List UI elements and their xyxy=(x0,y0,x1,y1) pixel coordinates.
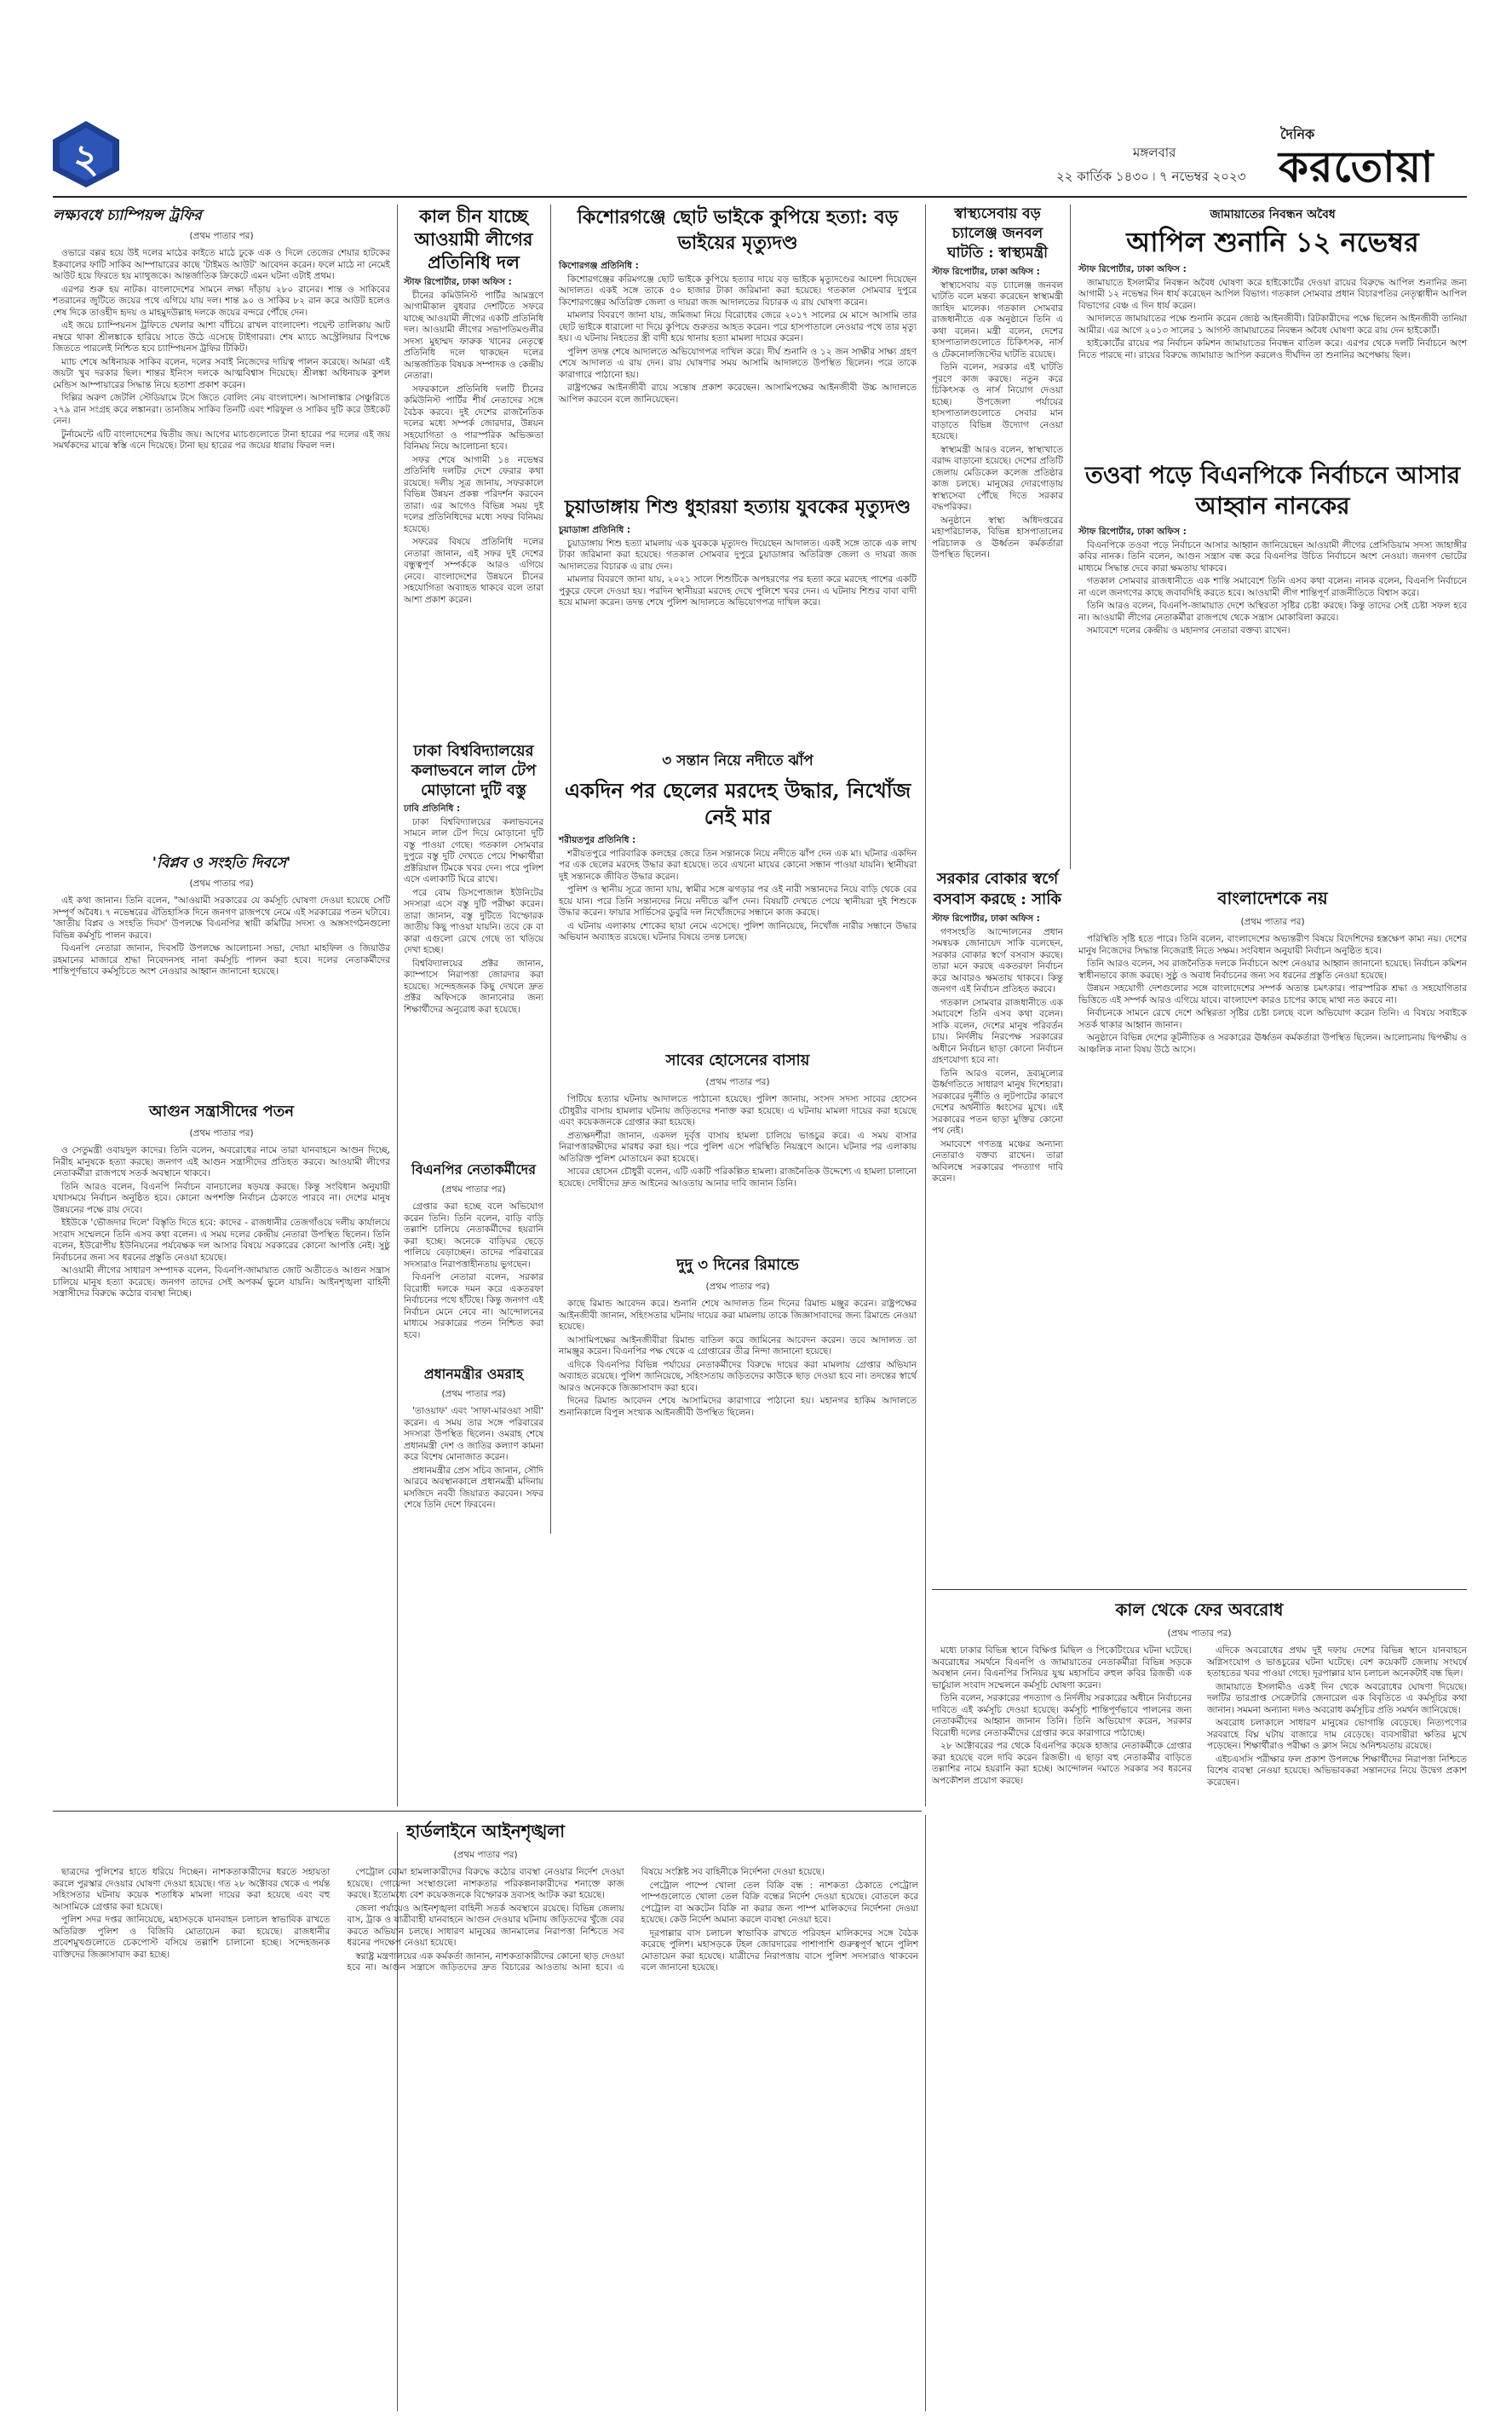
article-body xyxy=(1078,934,1467,1056)
page-number-badge xyxy=(51,119,121,189)
paragraph: পেট্রোল বোমা হামলাকারীদের বিরুদ্ধে কঠোর ব্যবস্থা নেওয়ার নির্দেশ দেওয়া হয়েছে। গোয়েন্দা সংস্থাগুলো নাশকতার পরিকল্পনাকারীদের শনাক্তে কাজ করছে। ইতোমধ্যে বেশ কয়েকজনকে বিস্ফোরক দ্রব্যসহ আটক করা হয়েছে। xyxy=(347,1867,624,1900)
paragraph: রাষ্ট্রপক্ষের আইনজীবী রায়ে সন্তোষ প্রকাশ করেছেন। আসামিপক্ষের আইনজীবী উচ্চ আদালতে আপিল করবেন বলে জানিয়েছেন। xyxy=(559,383,917,405)
date-line: ২২ কার্তিক ১৪৩০ ৷ ৭ নভেম্বর ২০২৩ xyxy=(1056,169,1246,184)
paragraph: সমাবেশে গণতন্ত্র মঞ্চের অন্যান্য নেতারাও বক্তব্য রাখেন। তারা অবিলম্বে সরকারের পদত্যাগ দাবি করেন। xyxy=(932,1138,1063,1184)
paragraph: ২৮ অক্টোবরের পর থেকে বিএনপির কয়েক হাজার নেতাকর্মীকে গ্রেপ্তার করা হয়েছে বলে দাবি করেন রিজভী। এ ছাড়া বহু নেতাকর্মীর বাড়িতে তল্লাশির নামে হয়রানি করা হচ্ছে। আন্দোলন দমাতে সরকার সব ধরনের অপকৌশল প্রয়োগ করছে। xyxy=(932,1741,1192,1786)
headline: ঢাকা বিশ্ববিদ্যালয়ের কলাভবনে লাল টেপ মোড়ানো দুটি বস্তু xyxy=(411,742,537,799)
article-obarodh xyxy=(932,1598,1467,1789)
article-body xyxy=(559,1094,917,1190)
masthead-rule xyxy=(53,196,1467,198)
headline: 'বিপ্লব ও সংহতি দিবসে' xyxy=(152,855,291,872)
paragraph: গতকাল সোমবার রাজধানীতে এক সমাবেশে তিনি এসব কথা বলেন। সাকি বলেন, দেশের মানুষ পরিবর্তন চায়। নির্দলীয় নিরপেক্ষ সরকারের অধীনে নির্বাচন ছাড়া কোনো নির্বাচন গ্রহণযোগ্য হবে না। xyxy=(932,997,1063,1065)
paragraph: হাইকোর্টের রায়ের পর নির্বাচন কমিশন জামায়াতের নিবন্ধন বাতিল করে। এরপর থেকে দলটি নির্বাচনে অংশ নিতে পারছে না। রায়ের বিরুদ্ধে জামায়াত আপিল করলেও দীর্ঘদিন তা শুনানির অপেক্ষায় ছিল। xyxy=(1078,338,1467,360)
reporter: শরীয়তপুর প্রতিনিধি : xyxy=(559,835,636,845)
reporter: স্টাফ রিপোর্টার, ঢাকা অফিস : xyxy=(932,913,1040,924)
article-china xyxy=(404,205,543,608)
paragraph: টুর্নামেন্টে এটি বাংলাদেশের দ্বিতীয় জয়। আগের ম্যাচগুলোতে টানা হারের পর দলের এই জয় সমর্থকদের মাঝে স্বস্তি এনে দিয়েছে। টানা ছয় হারের পর জয়ের ধারায় ফিরল দল। xyxy=(53,429,390,451)
article-health xyxy=(932,205,1063,563)
jump-line: (প্রথম পাতার পর) xyxy=(189,879,254,889)
column-divider xyxy=(397,205,398,1806)
paragraph: পেট্রোল পাম্পে খোলা তেল বিক্রি বন্ধ : নাশকতা ঠেকাতে পেট্রোল পাম্পগুলোতে খোলা তেল বিক্রি বন্ধের নির্দেশ দেওয়া হয়েছে। বোতলে করে পেট্রোল বা অকটেন বিক্রি না করার জন্য পাম্প মালিকদের নির্দেশনা দেওয়া হয়েছে। কেউ নির্দেশ অমান্য করলে ব্যবস্থা নেওয়া হবে। xyxy=(641,1880,918,1925)
headline: আপিল শুনানি ১২ নভেম্বর xyxy=(1126,226,1419,258)
paragraph: ও সেতুমন্ত্রী ওবায়দুল কাদের। তিনি বলেন, অবরোধের নামে তারা যানবাহনে আগুন দিচ্ছে, নিরীহ মানুষকে হত্যা করছে। জনগণ এই আগুন সন্ত্রাসীদের প্রতিহত করবে। আওয়ামী লীগের নেতাকর্মীরা রাজপথে সতর্ক অবস্থানে থাকবে। xyxy=(53,1145,390,1178)
paragraph: চীনের কমিউনিস্ট পার্টির আমন্ত্রণে আগামীকাল বুধবার দেশটিতে সফরে যাচ্ছে আওয়ামী লীগের একটি প্রতিনিধি দল। আওয়ামী লীগের সভাপতিমণ্ডলীর সদস্য মুহাম্মদ ফারুক খানের নেতৃত্বে প্রতিনিধি দলে থাকছেন দলের আন্তর্জাতিক বিষয়ক সম্পাদক ও কেন্দ্রীয় নেতারা। xyxy=(404,290,543,381)
section-rule xyxy=(53,1811,922,1812)
paragraph: তিনি আরও বলেন, সব রাজনৈতিক দলকে নির্বাচনে অংশ নেওয়ার আহ্বান জানানো হয়েছে। নির্বাচন কমিশন স্বাধীনভাবে কাজ করছে। সুষ্ঠু ও অবাধ নির্বাচনের জন্য সব ধরনের প্রস্তুতি নেওয়া হয়েছে। xyxy=(1078,959,1467,981)
jump-line: (প্রথম পাতার পর) xyxy=(705,1282,770,1292)
column-divider xyxy=(550,205,551,1534)
logo-small-text: দৈনিক xyxy=(1280,126,1315,142)
paragraph: মধ্যে ঢাকার বিভিন্ন স্থানে বিক্ষিপ্ত মিছিল ও পিকেটিংয়ের ঘটনা ঘটেছে। অবরোধের সমর্থনে বিএনপি ও জামায়াতের নেতাকর্মীরা বিভিন্ন সড়কে অবস্থান নেন। বিএনপির সিনিয়র যুগ্ম মহাসচিব রুহুল কবির রিজভী এক ভার্চুয়াল সংবাদ সম্মেলনে কর্মসূচি ঘোষণা করেন। xyxy=(932,1645,1192,1691)
headline: দুদু ৩ দিনের রিমান্ডে xyxy=(676,1256,799,1274)
paragraph: গতকাল সোমবার রাজধানীতে এক শান্তি সমাবেশে তিনি এসব কথা বলেন। নানক বলেন, বিএনপি নির্বাচনে না এলে জনগণের কাছে জবাবদিহি করতে হবে। আওয়ামী লীগ শান্তিপূর্ণ রাজনীতিতে বিশ্বাস করে। xyxy=(1078,576,1467,598)
jump-line: (প্রথম পাতার পর) xyxy=(1240,917,1305,927)
paragraph: উন্নয়ন সহযোগী দেশগুলোর সঙ্গে বাংলাদেশের সম্পর্ক অত্যন্ত চমৎকার। পারস্পরিক শ্রদ্ধা ও সহযোগিতার ভিত্তিতে এই সম্পর্ক আরও এগিয়ে যাবে। বাংলাদেশ কারও চাপের কাছে মাথা নত করবে না। xyxy=(1078,983,1467,1005)
reporter: স্টাফ রিপোর্টার, ঢাকা অফিস : xyxy=(932,267,1040,277)
headline: তওবা পড়ে বিএনপিকে নির্বাচনে আসার আহ্বান নানকের xyxy=(1084,461,1461,520)
paragraph: পিটিয়ে হত্যার ঘটনায় আদালতে পাঠানো হয়েছে। পুলিশ জানায়, সংসদ সদস্য সাবের হোসেন চৌধুরীর বাসায় হামলার ঘটনায় জড়িতদের শনাক্ত করা হয়েছে। এ ঘটনায় মামলা দায়ের করা হয়েছে এবং কয়েকজনকে গ্রেপ্তার করা হয়েছে। xyxy=(559,1094,917,1127)
paragraph: এরপর শুরু হয় নাটক। বাংলাদেশের সামনে লক্ষ্য দাঁড়ায় ২৮০ রানের। শান্ত ও সাকিবের শতরানের জুটিতে জয়ের পথে এগিয়ে যায় দল। শান্ত ৯০ ও সাকিব ৮২ রান করে আউট হলেও শেষ দিকে তাওহীদ হৃদয় ও মাহমুদউল্লাহ দলকে জয়ের বন্দরে পৌঁছে দেন। xyxy=(53,284,390,318)
article-body xyxy=(932,1645,1467,1789)
paragraph: আদালতে জামায়াতের পক্ষে শুনানি করেন জ্যেষ্ঠ আইনজীবী। রিটকারীদের পক্ষে ছিলেন আইনজীবী তানিয়া আমীর। এর আগে ২০১৩ সালের ১ আগস্ট জামায়াতের নিবন্ধন অবৈধ ঘোষণা করে রায় দেন হাইকোর্ট। xyxy=(1078,314,1467,336)
reporter: স্টাফ রিপোর্টার, ঢাকা অফিস : xyxy=(404,277,512,287)
column-divider xyxy=(925,205,926,1806)
paragraph: দিনের রিমান্ড আবেদন শেষে আসামিদের কারাগারে পাঠানো হয়। মহানগর হাকিম আদালতে শুনানিকালে বিপুল সংখ্যক আইনজীবী উপস্থিত ছিলেন। xyxy=(559,1396,917,1418)
paragraph: বিএনপিকে তওবা পড়ে নির্বাচনে আসার আহ্বান জানিয়েছেন আওয়ামী লীগের প্রেসিডিয়াম সদস্য জাহাঙ্গীর কবির নানক। তিনি বলেন, আগুন সন্ত্রাস বন্ধ করে বিএনপির উচিত নির্বাচনে অংশ নেওয়া। জনগণ ভোটের মাধ্যমে সিদ্ধান্ত দেবে কারা ক্ষমতায় থাকবে। xyxy=(1078,539,1467,573)
article-tawba xyxy=(1078,460,1467,639)
article-body xyxy=(932,267,1063,562)
article-pm xyxy=(404,1363,543,1513)
paragraph: এই কথা জানান। তিনি বলেন, "আওয়ামী সরকারের যে কর্মসূচি ঘোষণা দেওয়া হয়েছে সেটি সম্পূর্ণ অবৈধ। ৭ নভেম্বরের ঐতিহাসিক দিনে জনগণ রাজপথে নেমে এই সরকারের পতন ঘটাবে। 'জাতীয় বিপ্লব ও সংহতি দিবস' উপলক্ষে বিএনপির স্থায়ী কমিটির সদস্য ও অঙ্গসংগঠনগুলো বিভিন্ন কর্মসূচি পালন করবে। xyxy=(53,896,390,941)
paragraph: পুলিশ সদর দপ্তর জানিয়েছে, মহাসড়কে যানবাহন চলাচল স্বাভাবিক রাখতে অতিরিক্ত পুলিশ ও বিজিবি মোতায়েন করা হয়েছে। রাজধানীর প্রবেশমুখগুলোতে চেকপোস্ট বসিয়ে তল্লাশি চালানো হচ্ছে। সন্দেহজনক ব্যক্তিদের জিজ্ঞাসাবাদ করা হচ্ছে। xyxy=(53,1915,331,1960)
paragraph: 'তাওয়াফ' এবং 'সাফা-মারওয়া সায়ী' করেন। এ সময় তার সঙ্গে পরিবারের সদস্যরা উপস্থিত ছিলেন। ওমরাহ শেষে প্রধানমন্ত্রী দেশ ও জাতির কল্যাণ কামনা করে বিশেষ মোনাজাত করেন। xyxy=(404,1406,543,1462)
paragraph: কিশোরগঞ্জের করিমগঞ্জে ছোট ভাইকে কুপিয়ে হত্যার দায়ে বড় ভাইকে মৃত্যুদণ্ডের আদেশ দিয়েছেন আদালত। একই সঙ্গে তাকে ৫০ হাজার টাকা জরিমানা করা হয়েছে। গতকাল সোমবার দুপুরে কিশোরগঞ্জের অতিরিক্ত জেলা ও দায়রা জজ আদালতের বিচারক এ রায় ঘোষণা করেন। xyxy=(559,274,917,308)
paragraph: মামলার বিবরণে জানা যায়, ২০২১ সালে শিশুটিকে অপহরণের পর হত্যা করে মরদেহ পাশের একটি পুকুরে ফেলে দেওয়া হয়। পরদিন স্থানীয়রা মরদেহ দেখে পুলিশে খবর দেন। এ ঘটনায় শিশুর বাবা বাদী হয়ে মামলা করেন। তদন্ত শেষে পুলিশ আদালতে অভিযোগপত্র দাখিল করে। xyxy=(559,574,917,608)
article-body xyxy=(53,1145,390,1300)
paragraph: ছাত্রদের পুলিশের হাতে ধরিয়ে দিচ্ছেন। নাশকতাকারীদের ধরতে সহায়তা করলে পুরস্কার দেওয়ার ঘোষণা দেওয়া হয়েছে। গত ২৮ অক্টোবর থেকে এ পর্যন্ত সহিংসতার ঘটনায় কয়েক শতাধিক মামলা দায়ের করা হয়েছে এবং বহু আসামিকে গ্রেপ্তার করা হয়েছে। xyxy=(53,1867,331,1912)
paragraph: স্বাস্থ্যসেবায় বড় চ্যালেঞ্জ জনবল ঘাটতি বলে মন্তব্য করেছেন স্বাস্থ্যমন্ত্রী জাহিদ মালেক। গতকাল সোমবার রাজধানীতে এক অনুষ্ঠানে তিনি এ কথা বলেন। মন্ত্রী বলেন, দেশের হাসপাতালগুলোতে চিকিৎসক, নার্স ও টেকনোলজিস্টের ঘাটতি রয়েছে। xyxy=(932,279,1063,360)
paragraph: সাবের হোসেন চৌধুরী বলেন, এটি একটি পরিকল্পিত হামলা। রাজনৈতিক উদ্দেশ্যে এ হামলা চালানো হয়েছে। দোষীদের দ্রুত আইনের আওতায় আনার দাবি জানান তিনি। xyxy=(559,1167,917,1189)
article-body xyxy=(559,1299,917,1419)
article-champions-trophy xyxy=(53,205,390,454)
paragraph: এদিকে বিএনপির বিভিন্ন পর্যায়ের নেতাকর্মীদের বিরুদ্ধে দায়ের করা মামলায় গ্রেপ্তার অভিযান অব্যাহত রয়েছে। পুলিশ জানিয়েছে, সহিংসতায় জড়িতদের কাউকে ছাড় দেওয়া হবে না। তদন্তের স্বার্থে আরও অনেককে জিজ্ঞাসাবাদ করা হবে। xyxy=(559,1359,917,1393)
paragraph: অবরোধ চলাকালে সাধারণ মানুষের ভোগান্তি বেড়েছে। নিত্যপণ্যের সরবরাহে বিঘ্ন ঘটায় বাজারে দাম বেড়েছে। ব্যবসায়ীরা ক্ষতির মুখে পড়েছেন। শিক্ষার্থীরাও পরীক্ষা ও ক্লাস নিয়ে অনিশ্চয়তায় রয়েছে। xyxy=(1207,1718,1467,1751)
article-sontrashi xyxy=(53,1099,390,1302)
paragraph: পুলিশ তদন্ত শেষে আদালতে অভিযোগপত্র দাখিল করে। দীর্ঘ শুনানি ও ১২ জন সাক্ষীর সাক্ষ্য গ্রহণ শেষে আদালত এ রায় দেন। রায় ঘোষণার সময় আসামি আদালতে উপস্থিত ছিলেন। পরে তাকে কারাগারে পাঠানো হয়। xyxy=(559,346,917,380)
masthead-logo xyxy=(1273,124,1478,192)
reporter: ঢাবি প্রতিনিধি : xyxy=(404,804,461,814)
section-rule xyxy=(932,1589,1467,1590)
paragraph: এদিকে অবরোধের প্রথম দুই দফায় দেশের বিভিন্ন স্থানে যানবাহনে অগ্নিসংযোগ ও ভাঙচুরের ঘটনা ঘটেছে। বেশ কয়েকটি জেলায় সংঘর্ষে হতাহতের খবর পাওয়া গেছে। দূরপাল্লার যান চলাচল অনেকটাই বন্ধ ছিল। xyxy=(1207,1645,1467,1679)
paragraph: অনুষ্ঠানে স্বাস্থ্য অধিদপ্তরের মহাপরিচালক, বিভিন্ন হাসপাতালের পরিচালক ও ঊর্ধ্বতন কর্মকর্তারা উপস্থিত ছিলেন। xyxy=(932,515,1063,560)
paragraph: এ ঘটনায় এলাকায় শোকের ছায়া নেমে এসেছে। পুলিশ জানিয়েছে, নিখোঁজ নারীর সন্ধানে উদ্ধার অভিযান অব্যাহত রয়েছে। ঘটনার বিষয়ে তদন্ত চলছে। xyxy=(559,920,917,942)
page-number: ২ xyxy=(73,135,99,181)
article-body xyxy=(53,1867,918,1974)
paragraph: ম্যাচ শেষে অধিনায়ক সাকিব বলেন, দলের সবাই নিজেদের দায়িত্ব পালন করেছে। আমরা এই জয়টা খুব দরকার ছিল। শান্তর ইনিংস দলকে আত্মবিশ্বাস দিয়েছে। শ্রীলঙ্কা অধিনায়ক কুশল মেন্ডিস আম্পায়ারের সিদ্ধান্ত নিয়ে হতাশা প্রকাশ করেন। xyxy=(53,356,390,390)
article-nodi xyxy=(559,750,917,946)
column-divider xyxy=(1070,205,1071,869)
headline: সাবের হোসেনের বাসায় xyxy=(665,1051,810,1069)
article-bnp-leaders xyxy=(404,1159,543,1343)
headline: চুয়াডাঙ্গায় শিশু ধুহারয়া হত্যায় যুবকের মৃত্যুদণ্ড xyxy=(564,496,911,518)
article-biplob xyxy=(53,852,390,980)
article-body xyxy=(404,1201,543,1341)
article-du-remand xyxy=(559,1253,917,1420)
headline: হার্ডলাইনে আইনশৃঙ্খলা xyxy=(405,1821,566,1841)
paragraph: মামলার বিবরণে জানা যায়, জমিজমা নিয়ে বিরোধের জেরে ২০১৭ সালের মে মাসে আসামি তার ছোট ভাইকে ধারালো দা দিয়ে কুপিয়ে গুরুতর আহত করেন। পরে হাসপাতালে নেওয়ার পথে তার মৃত্যু হয়। এ ঘটনায় নিহতের স্ত্রী বাদী হয়ে থানায় হত্যা মামলা দায়ের করেন। xyxy=(559,310,917,343)
jump-line: (প্রথম পাতার পর) xyxy=(441,1184,506,1195)
article-body xyxy=(1078,527,1467,637)
reporter: কিশোরগঞ্জ প্রতিনিধি : xyxy=(559,261,639,271)
paragraph: জামায়াতে ইসলামীর নিবন্ধন অবৈধ ঘোষণা করে হাইকোর্টের দেওয়া রায়ের বিরুদ্ধে আপিল শুনানির জন্য আগামী ১২ নভেম্বর দিন ধার্য করেছেন আপিল বিভাগ। গতকাল সোমবার প্রধান বিচারপতির নেতৃত্বাধীন আপিল বিভাগের বেঞ্চ এ দিন ধার্য করেন। xyxy=(1078,277,1467,311)
headline: আগুন সন্ত্রাসীদের পতন xyxy=(149,1103,294,1120)
paragraph: জেলা পর্যায়েও আইনশৃঙ্খলা বাহিনী সতর্ক অবস্থানে রয়েছে। বিভিন্ন জেলায় বাস, ট্রাক ও যাত্রীবাহী যানবাহনে আগুন দেওয়ার ঘটনায় জড়িতদের খুঁজে বের করতে অভিযান চলছে। সাধারণ মানুষের জানমালের নিরাপত্তা নিশ্চিতে সব ধরনের পদক্ষেপ নেওয়া হয়েছে। xyxy=(347,1903,624,1948)
article-du-lal xyxy=(404,741,543,1017)
paragraph: প্রত্যক্ষদর্শীরা জানান, একদল দুর্বৃত্ত বাসায় হামলা চালিয়ে ভাঙচুর করে। এ সময় বাসার নিরাপত্তারক্ষীদের মারধর করা হয়। পরে পুলিশ এসে পরিস্থিতি নিয়ন্ত্রণে আনে। ঘটনার পর এলাকায় অতিরিক্ত পুলিশ মোতায়েন করা হয়েছে। xyxy=(559,1130,917,1164)
paragraph: গ্রেপ্তার করা হচ্ছে বলে অভিযোগ করেন তিনি। তিনি বলেন, বাড়ি বাড়ি তল্লাশি চালিয়ে নেতাকর্মীদের হয়রানি করা হচ্ছে। অনেকে বাড়িঘর ছেড়ে পালিয়ে বেড়াচ্ছেন। তাদের পরিবারের সদস্যরাও নিরাপত্তাহীনতায় ভুগছেন। xyxy=(404,1201,543,1270)
paragraph: তিনি বলেন, সরকারের পদত্যাগ ও নির্দলীয় সরকারের অধীনে নির্বাচনের দাবিতে এই কর্মসূচি দেওয়া হয়েছে। কর্মসূচি শান্তিপূর্ণভাবে পালনের জন্য নেতাকর্মীদের আহ্বান জানান তিনি। তিনি অভিযোগ করেন, সরকার বিরোধী দলের নেতাকর্মীদের গ্রেপ্তার করে কারাগারে পাঠাচ্ছে। xyxy=(932,1693,1192,1738)
headline: কিশোরগঞ্জে ছোট ভাইকে কুপিয়ে হত্যা: বড় ভাইয়ের মৃত্যুদণ্ড xyxy=(577,206,899,254)
paragraph: বিএনপি নেতারা জানান, দিবসটি উপলক্ষে আলোচনা সভা, দোয়া মাহফিল ও জিয়াউর রহমানের মাজারে শ্রদ্ধা নিবেদনসহ নানা কর্মসূচি পালন করা হবে। দলের নেতাকর্মীদের শান্তিপূর্ণভাবে কর্মসূচিতে অংশ নেওয়ার আহ্বান জানানো হয়েছে। xyxy=(53,943,390,976)
paragraph: তিনি আরও বলেন, বিএনপি-জামায়াত দেশে অস্থিরতা সৃষ্টির চেষ্টা করছে। কিন্তু তাদের সেই চেষ্টা সফল হবে না। আওয়ামী লীগের নেতাকর্মীরা রাজপথে থেকে সন্ত্রাস মোকাবিলা করবে। xyxy=(1078,601,1467,623)
paragraph: ঢাকা বিশ্ববিদ্যালয়ের কলাভবনের সামনে লাল টেপ দিয়ে মোড়ানো দুটি বস্তু পাওয়া গেছে। গতকাল সোমবার দুপুরে বস্তু দুটি দেখতে পেয়ে শিক্ষার্থীরা প্রক্টরিয়াল টিমকে খবর দেন। পরে পুলিশ এসে এলাকাটি ঘিরে রাখে। xyxy=(404,816,543,884)
headline: প্রধানমন্ত্রীর ওমরাহ xyxy=(423,1366,524,1382)
paragraph: গণসংহতি আন্দোলনের প্রধান সমন্বয়ক জোনায়েদ সাকি বলেছেন, সরকার বোকার স্বর্গে বসবাস করছে। তারা মনে করছে একতরফা নির্বাচন করে আবারও ক্ষমতায় থাকবে। কিন্তু জনগণ এই নির্বাচন প্রতিহত করবে। xyxy=(932,926,1063,994)
paragraph: কাছে রিমান্ড আবেদন করে। শুনানি শেষে আদালত তিন দিনের রিমান্ড মঞ্জুর করেন। রাষ্ট্রপক্ষের আইনজীবী জানান, সহিংসতার ঘটনায় দায়ের করা মামলায় তাকে জিজ্ঞাসাবাদের জন্য রিমান্ডে নেওয়া হয়েছে। xyxy=(559,1299,917,1332)
article-jamaat xyxy=(1078,205,1467,363)
paragraph: দূরপাল্লার বাস চলাচল স্বাভাবিক রাখতে পরিবহন মালিকদের সঙ্গে বৈঠক করেছে পুলিশ। মহাসড়কে টহল জোরদারের পাশাপাশি গুরুত্বপূর্ণ স্থানে পুলিশ মোতায়েন করা হয়েছে। যাত্রীদের নিরাপত্তায় বাসে পুলিশ সদস্যরাও থাকবেন বলে জানানো হয়েছে। xyxy=(641,1927,918,1973)
article-saber xyxy=(559,1048,917,1191)
logo-paper-name: করতোয়া xyxy=(1279,141,1434,192)
paragraph: সফরের বিষয়ে প্রতিনিধি দলের নেতারা জানান, এই সফর দুই দেশের বন্ধুত্বপূর্ণ সম্পর্ককে আরও এগিয়ে নেবে। বাংলাদেশের উন্নয়নে চীনের সহযোগিতা অব্যাহত থাকবে বলে তারা আশা প্রকাশ করেন। xyxy=(404,537,543,605)
paragraph: তিনি আরও বলেন, বিএনপি নির্বাচন বানচালের ষড়যন্ত্র করছে। কিন্তু সংবিধান অনুযায়ী যথাসময়ে নির্বাচন অনুষ্ঠিত হবে। কোনো অপশক্তি নির্বাচন ঠেকাতে পারবে না। দেশের মানুষ উন্নয়নের পক্ষে রায় দেবে। xyxy=(53,1181,390,1215)
headline: বাংলাদেশকে নয় xyxy=(1217,888,1328,908)
article-body xyxy=(404,1406,543,1512)
jump-line: (প্রথম পাতার পর) xyxy=(189,1128,254,1138)
paragraph: জামায়াতে ইসলামীও একই দিন থেকে অবরোধের ঘোষণা দিয়েছে। দলটির ভারপ্রাপ্ত সেক্রেটারি জেনারেল এক বিবৃতিতে এ কর্মসূচির কথা জানান। সমমনা অন্যান্য দলও অবরোধ কর্মসূচির প্রতি সমর্থন জানিয়েছে। xyxy=(1207,1681,1467,1715)
article-bangladesh xyxy=(1078,886,1467,1057)
paragraph: আওয়ামী লীগের সাধারণ সম্পাদক বলেন, বিএনপি-জামায়াত জোট অতীতেও আগুন সন্ত্রাস চালিয়ে মানুষ হত্যা করেছে। জনগণ তাদের সেই অপকর্ম ভুলে যায়নি। আইনশৃঙ্খলা বাহিনী সন্ত্রাসীদের বিরুদ্ধে কঠোর ব্যবস্থা নিচ্ছে। xyxy=(53,1265,390,1299)
article-chuadanga xyxy=(559,494,917,611)
jump-line: (প্রথম পাতার পর) xyxy=(453,1850,518,1860)
article-body xyxy=(53,248,390,452)
paragraph: শরীয়তপুরে পারিবারিক কলহের জেরে তিন সন্তানকে নিয়ে নদীতে ঝাঁপ দেন এক মা। ঘটনার একদিন পর এক ছেলের মরদেহ উদ্ধার করা হয়েছে। তবে এখনো মায়ের কোনো সন্ধান পাওয়া যায়নি। স্থানীয়রা দুই সন্তানকে জীবিত উদ্ধার করেন। xyxy=(559,848,917,882)
paragraph: ইইউকে 'ভৌজদার দিলে' বিস্তৃতি দিতে হবে: কাদের - রাজধানীর তেজগাঁওয়ে দলীয় কার্যালয়ে সংবাদ সম্মেলনে তিনি এসব কথা বলেন। এ সময় দলের কেন্দ্রীয় নেতারা উপস্থিত ছিলেন। তিনি বলেন, ইউরোপীয় ইউনিয়নের পর্যবেক্ষক দল আসার বিষয়ে সরকারের কোনো আপত্তি নেই। সুষ্ঠু নির্বাচনের জন্য সব ধরনের প্রস্তুতি নেওয়া হয়েছে। xyxy=(53,1218,390,1263)
article-kishoreganj xyxy=(559,205,917,407)
paragraph: তিনি বলেন, সরকার এই ঘাটতি পূরণে কাজ করছে। নতুন করে চিকিৎসক ও নার্স নিয়োগ দেওয়া হচ্ছে। উপজেলা পর্যায়ের হাসপাতালগুলোতে সেবার মান বাড়াতে বিভিন্ন উদ্যোগ নেওয়া হয়েছে। xyxy=(932,362,1063,441)
article-hartal xyxy=(53,1819,918,1974)
paragraph: পরে বোম ডিসপোজাল ইউনিটের সদস্যরা এসে বস্তু দুটি পরীক্ষা করেন। তারা জানান, বস্তু দুটিতে বিস্ফোরক জাতীয় কিছু পাওয়া যায়নি। তবে কে বা কারা এগুলো রেখে গেছে তা খতিয়ে দেখা হচ্ছে। xyxy=(404,887,543,955)
article-body xyxy=(559,525,917,609)
paragraph: এই জয়ে চ্যাম্পিয়নস ট্রফিতে খেলার আশা বাঁচিয়ে রাখল বাংলাদেশ। পয়েন্ট তালিকায় আট নম্বরে থাকা শ্রীলঙ্কাকে হারিয়ে সাতে উঠে এসেছে টাইগাররা। শেষ ম্যাচে অস্ট্রেলিয়ার বিপক্ষে জিততে পারলেই নিশ্চিত হবে চ্যাম্পিয়নস ট্রফির টিকিট। xyxy=(53,320,390,354)
headline: লক্ষ্যবধে চ্যাম্পিয়ন্স ট্রফির xyxy=(53,207,202,224)
paragraph: অনুষ্ঠানে বিভিন্ন দেশের কূটনীতিক ও সরকারের ঊর্ধ্বতন কর্মকর্তারা উপস্থিত ছিলেন। আলোচনায় দ্বিপক্ষীয় ও আঞ্চলিক নানা বিষয় উঠে আসে। xyxy=(1078,1033,1467,1055)
article-sarkar xyxy=(932,869,1063,1187)
paragraph: সফর শেষে আগামী ১৪ নভেম্বর প্রতিনিধি দলটির দেশে ফেরার কথা রয়েছে। দলীয় সূত্র জানায়, সফরকালে বিভিন্ন উন্নয়ন প্রকল্প পরিদর্শন করবেন তারা। এর আগেও বিভিন্ন সময় দুই দলের প্রতিনিধিদের মধ্যে সফর বিনিময় হয়েছে। xyxy=(404,454,543,534)
paragraph: প্রধানমন্ত্রীর প্রেস সচিব জানান, সৌদি আরবে অবস্থানকালে প্রধানমন্ত্রী মদিনায় মসজিদে নববী জিয়ারত করবেন। সফর শেষে তিনি দেশে ফিরবেন। xyxy=(404,1465,543,1510)
article-body xyxy=(1078,264,1467,361)
headline: বিএনপির নেতাকর্মীদের xyxy=(411,1161,536,1178)
reporter: স্টাফ রিপোর্টার, ঢাকা অফিস : xyxy=(1078,264,1187,274)
headline: কাল চীন যাচ্ছে আওয়ামী লীগের প্রতিনিধি দল xyxy=(414,205,533,273)
paragraph: নির্বাচনকে সামনে রেখে দেশে অস্থিরতা সৃষ্টির চেষ্টা চলছে বলে অভিযোগ করেন তিনি। এ বিষয়ে সবাইকে সতর্ক থাকার আহ্বান জানান। xyxy=(1078,1008,1467,1030)
article-body xyxy=(53,896,390,978)
paragraph: সফরকালে প্রতিনিধি দলটি চীনের কমিউনিস্ট পার্টির শীর্ষ নেতাদের সঙ্গে বৈঠক করবে। দুই দেশের রাজনৈতিক দলের মধ্যে সম্পর্ক জোরদার, উন্নয়ন সহযোগিতা ও পারস্পরিক অভিজ্ঞতা বিনিময় নিয়ে আলোচনা হবে। xyxy=(404,383,543,452)
paragraph: সমাবেশে দলের কেন্দ্রীয় ও মহানগর নেতারা বক্তব্য রাখেন। xyxy=(1087,625,1291,636)
paragraph: চুয়াডাঙ্গায় শিশু হত্যা মামলায় এক যুবককে মৃত্যুদণ্ড দিয়েছেন আদালত। একই সঙ্গে তাকে এক লাখ টাকা জরিমানা করা হয়েছে। গতকাল সোমবার দুপুরে চুয়াডাঙ্গার অতিরিক্ত জেলা ও দায়রা জজ আদালতের বিচারক এ রায় দেন। xyxy=(559,538,917,572)
reporter: স্টাফ রিপোর্টার, ঢাকা অফিস : xyxy=(1078,527,1187,537)
jump-line: (প্রথম পাতার পর) xyxy=(1167,1628,1232,1639)
paragraph: স্বাস্থ্যমন্ত্রী আরও বলেন, স্বাস্থ্যখাতে বরাদ্দ বাড়ানো হয়েছে। দেশের প্রতিটি জেলায় মেডিকেল কলেজ প্রতিষ্ঠার কাজ চলছে। মানুষের দোরগোড়ায় স্বাস্থ্যসেবা পৌঁছে দিতে সরকার বদ্ধপরিকর। xyxy=(932,444,1063,512)
article-body xyxy=(932,913,1063,1185)
headline: স্বাস্থ্যসেবায় বড় চ্যালেঞ্জ জনবল ঘাটতি : স্বাস্থ্যমন্ত্রী xyxy=(947,205,1048,262)
paragraph: পরিস্থিতি সৃষ্টি হতে পারে। তিনি বলেন, বাংলাদেশের অভ্যন্তরীণ বিষয়ে বিদেশিদের হস্তক্ষেপ কাম্য নয়। দেশের মানুষ নিজেদের সিদ্ধান্ত নিজেরাই নিতে সক্ষম। সংবিধান অনুযায়ী নির্বাচন অনুষ্ঠিত হবে। xyxy=(1078,934,1467,956)
headline: কাল থেকে ফের অবরোধ xyxy=(1115,1599,1284,1620)
article-body xyxy=(404,277,543,606)
jump-line: (প্রথম পাতার পর) xyxy=(705,1077,770,1087)
paragraph: স্বরাষ্ট্র মন্ত্রণালয়ের এক কর্মকর্তা জানান, নাশকতাকারীদের কোনো ছাড় দেওয়া হবে না। আগুন সন্ত্রাসে জড়িতদের দ্রুত বিচারের আওতায় আনা হবে। এ বিষয়ে সংশ্লিষ্ট সব বাহিনীকে নির্দেশনা দেওয়া হয়েছে। xyxy=(347,1867,825,1973)
weekday: মঙ্গলবার xyxy=(1133,145,1176,160)
paragraph: পুলিশ ও স্থানীয় সূত্রে জানা যায়, স্বামীর সঙ্গে ঝগড়ার পর ওই নারী সন্তানদের নিয়ে বাড়ি থেকে বের হয়ে যান। পরে তিনি সন্তানদের নিয়ে নদীতে ঝাঁপ দেন। বিষয়টি দেখতে পেয়ে স্থানীয়রা দুই শিশুকে উদ্ধার করেন। ফায়ার সার্ভিসের ডুবুরি দল নিখোঁজদের সন্ধানে কাজ করছে। xyxy=(559,884,917,918)
paragraph: বিশ্ববিদ্যালয়ের প্রক্টর জানান, ক্যাম্পাসে নিরাপত্তা জোরদার করা হয়েছে। সন্দেহজনক কিছু দেখলে দ্রুত প্রক্টর অফিসকে জানানোর জন্য শিক্ষার্থীদের অনুরোধ করা হয়েছে। xyxy=(404,958,543,1015)
kicker: ৩ সন্তান নিয়ে নদীতে ঝাঁপ xyxy=(662,752,813,769)
kicker: জামায়াতের নিবন্ধন অবৈধ xyxy=(1210,208,1336,222)
paragraph: তিনি আরও বলেন, দ্রব্যমূল্যের ঊর্ধ্বগতিতে সাধারণ মানুষ দিশেহারা। সরকারের দুর্নীতি ও লুটপাটের কারণে দেশের অর্থনীতি ধ্বংসের মুখে। এই সরকারের পতন ছাড়া মুক্তির কোনো পথ নেই। xyxy=(932,1068,1063,1136)
article-body xyxy=(559,835,917,944)
headline: সরকার বোকার স্বর্গে বসবাস করছে : সাকি xyxy=(934,870,1061,908)
paragraph: এইচএসসি পরীক্ষার ফল প্রকাশ উপলক্ষে শিক্ষার্থীদের নিরাপত্তা নিশ্চিতে বিশেষ ব্যবস্থা নেওয়া হয়েছে। অভিভাবকরা সন্তানদের নিয়ে উদ্বেগ প্রকাশ করেছেন। xyxy=(1207,1754,1467,1788)
reporter: চুয়াডাঙ্গা প্রতিনিধি : xyxy=(559,525,631,535)
paragraph: দিল্লির অরুণ জেটলি স্টেডিয়ামে টসে জিতে বোলিং নেয় বাংলাদেশ। আসালাঙ্কার সেঞ্চুরিতে ২৭৯ রান সংগ্রহ করে লঙ্কানরা। তানজিম সাকিব তিনটি এবং শরিফুল ও সাকিব দুটি করে উইকেট নেন। xyxy=(53,393,390,426)
paragraph: বিএনপি নেতারা বলেন, সরকার বিরোধী দলকে দমন করে একতরফা নির্বাচনের পথে হাঁটছে। কিন্তু জনগণ এই নির্বাচন মেনে নেবে না। আন্দোলনের মাধ্যমে সরকারের পতন নিশ্চিত করা হবে। xyxy=(404,1272,543,1340)
column-divider xyxy=(925,1815,926,2411)
jump-line: (প্রথম পাতার পর) xyxy=(189,231,254,241)
paragraph: ওভারে বল্লর হয়ে উই দলের মাঠের কাইতে মাঠে ঢুকে এক ও দিলে তেজের শেয়ার হাটকের ইকবালের ফাটি সাকিব আম্পায়ারের কাছে 'টাইমড আউট' আবেদন করেন। ফলে মাঠে না নেমেই আউট হয়ে ফিরতে হয় ম্যাথুজকে। আন্তর্জাতিক ক্রিকেটে এমন ঘটনা এটাই প্রথম। xyxy=(53,248,390,281)
article-body xyxy=(404,804,543,1016)
paragraph: আসামিপক্ষের আইনজীবীরা রিমান্ড বাতিল করে জামিনের আবেদন করেন। তবে আদালত তা নামঞ্জুর করেন। বিএনপির পক্ষ থেকে এ গ্রেপ্তারের তীব্র নিন্দা জানানো হয়েছে। xyxy=(559,1334,917,1357)
article-body xyxy=(559,261,917,406)
headline: একদিন পর ছেলের মরদেহ উদ্ধার, নিখোঁজ নেই মার xyxy=(564,778,911,829)
jump-line: (প্রথম পাতার পর) xyxy=(441,1389,506,1399)
